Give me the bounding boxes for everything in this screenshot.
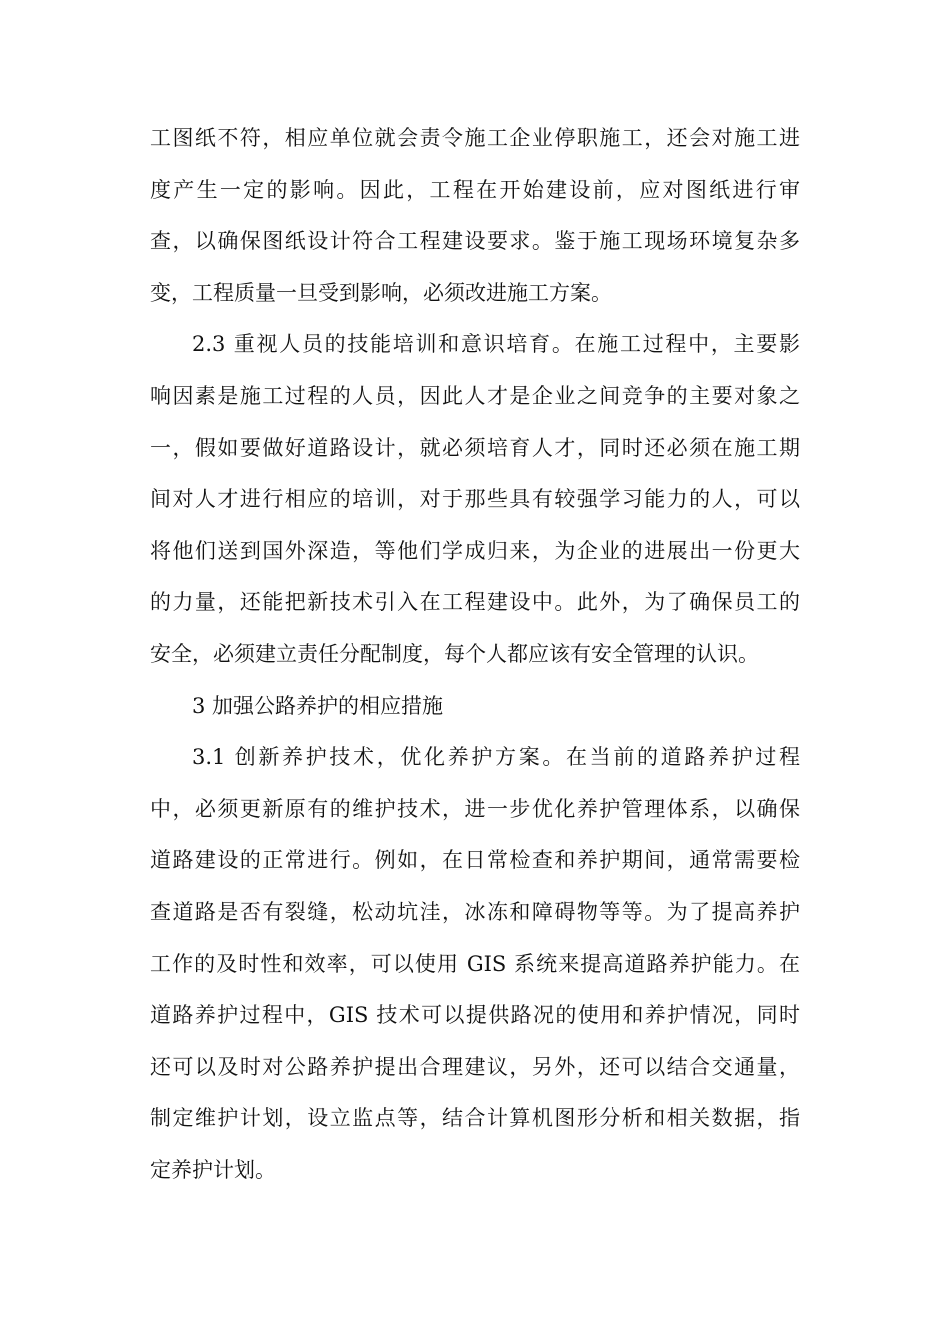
text-line: 一，假如要做好道路设计，就必须培育人才，同时还必须在施工期 xyxy=(150,435,800,460)
text-line: 道路建设的正常进行。例如，在日常检查和养护期间，通常需要检 xyxy=(150,848,800,873)
text-line: 道路养护过程中，GIS 技术可以提供路况的使用和养护情况，同时 xyxy=(150,1003,800,1028)
section-2-3-heading-line: 2.3 重视人员的技能培训和意识培育。在施工过程中，主要影 xyxy=(192,332,800,357)
section-3-heading: 3 加强公路养护的相应措施 xyxy=(192,693,444,718)
text-line: 度产生一定的影响。因此，工程在开始建设前，应对图纸进行审 xyxy=(150,177,800,202)
text-line: 定养护计划。 xyxy=(150,1157,276,1182)
text-line: 还可以及时对公路养护提出合理建议，另外，还可以结合交通量， xyxy=(150,1054,800,1079)
text-line: 查道路是否有裂缝，松动坑洼，冰冻和障碍物等等。为了提高养护 xyxy=(150,899,800,924)
text-line: 制定维护计划，设立监点等，结合计算机图形分析和相关数据，指 xyxy=(150,1106,800,1131)
text-line: 响因素是施工过程的人员，因此人才是企业之间竞争的主要对象之 xyxy=(150,383,800,408)
text-line: 工图纸不符，相应单位就会责令施工企业停职施工，还会对施工进 xyxy=(150,126,800,150)
text-line: 将他们送到国外深造，等他们学成归来，为企业的进展出一份更大 xyxy=(150,538,800,563)
section-3-1-heading-line: 3.1 创新养护技术，优化养护方案。在当前的道路养护过程 xyxy=(192,745,800,770)
text-line: 的力量，还能把新技术引入在工程建设中。此外，为了确保员工的 xyxy=(150,590,800,615)
text-line: 安全，必须建立责任分配制度，每个人都应该有安全管理的认识。 xyxy=(150,641,759,666)
body-text xyxy=(150,113,800,1196)
text-line: 间对人才进行相应的培训，对于那些具有较强学习能力的人，可以 xyxy=(150,487,800,512)
text-line: 工作的及时性和效率，可以使用 GIS 系统来提高道路养护能力。在 xyxy=(150,951,800,976)
text-line: 查，以确保图纸设计符合工程建设要求。鉴于施工现场环境复杂多 xyxy=(150,229,800,254)
text-line: 中，必须更新原有的维护技术，进一步优化养护管理体系，以确保 xyxy=(150,796,800,821)
text-line: 变，工程质量一旦受到影响，必须改进施工方案。 xyxy=(150,280,612,305)
